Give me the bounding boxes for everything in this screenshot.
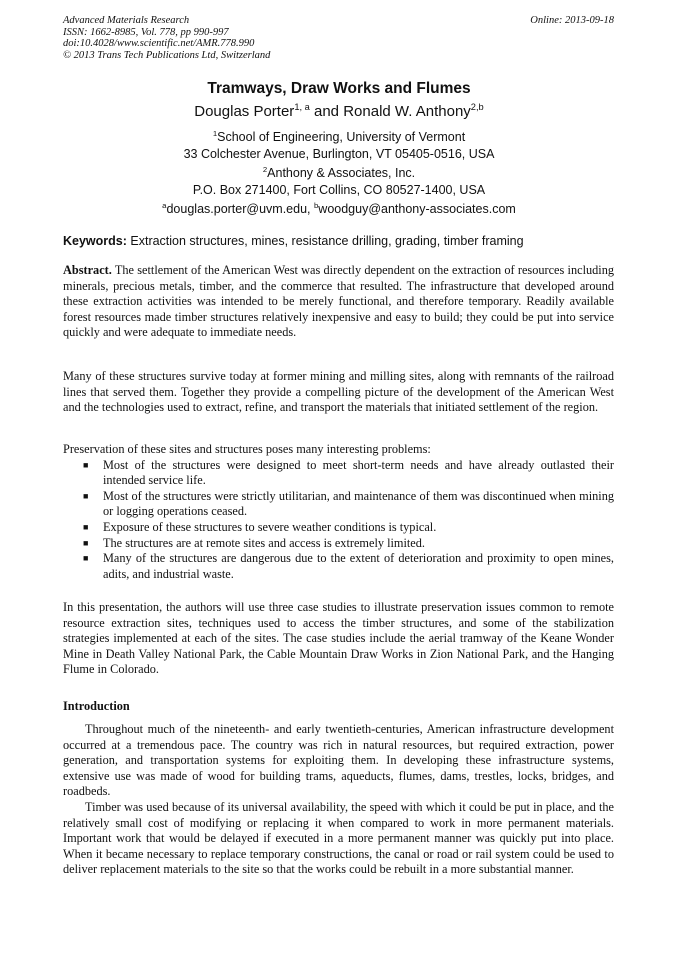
abstract-paragraph-2: Many of these structures survive today at former mining and milling sites, along with remnants of the railroad lines that served them. Together they provide a compelling picture of the development of the American West and the technologies used to extract, refine, and transport the materials that initiated settlement of the region. <box>63 369 614 415</box>
email-a: douglas.porter@uvm.edu, <box>166 202 314 216</box>
author-line <box>0 103 678 120</box>
paper-title: Tramways, Draw Works and Flumes <box>207 80 471 97</box>
email-a-sup: a <box>162 200 167 210</box>
email-line <box>0 202 678 216</box>
journal-name: Advanced Materials Research <box>63 15 190 26</box>
copyright-line: © 2013 Trans Tech Publications Ltd, Switzerland <box>63 49 271 61</box>
author-2: Ronald W. Anthony <box>343 103 471 120</box>
affiliation-1-line-2: 33 Colchester Avenue, Burlington, VT 05405-0516, USA <box>183 147 495 161</box>
affiliation-1-sup: 1 <box>212 128 218 138</box>
email-b: woodguy@anthony-associates.com <box>318 202 516 216</box>
keywords-label: Keywords: <box>63 234 127 248</box>
affiliation-1-line-1 <box>0 130 678 144</box>
introduction-paragraph-1: Throughout much of the nineteenth- and early twentieth-centuries, American infrastructure development occurred at a tremendous pace. The country was rich in natural resources, but required extraction, power generation, and transportation systems for exploiting them. In developing these infrastructure systems, extensive use was made of wood for building trams, aqueducts, flumes, dams, trestles, locks, bridges, and roadbeds. <box>63 722 614 799</box>
email-b-sup: b <box>313 200 319 210</box>
online-date: Online: 2013-09-18 <box>530 15 614 26</box>
affiliation-2-name: Anthony & Associates, Inc. <box>267 166 416 180</box>
affiliation-2-line-2: P.O. Box 271400, Fort Collins, CO 80527-1400, USA <box>192 183 486 197</box>
bullet-icon: ■ <box>83 537 89 548</box>
abstract-label: Abstract. <box>63 263 112 277</box>
affiliation-1-name: School of Engineering, University of Vermont <box>217 130 466 144</box>
keywords-text: Extraction structures, mines, resistance drilling, grading, timber framing <box>126 234 524 248</box>
introduction-heading: Introduction <box>63 699 130 713</box>
issn-line: ISSN: 1662-8985, Vol. 778, pp 990-997 <box>63 26 229 38</box>
abstract-text: The settlement of the American West was directly dependent on the extraction of resources including minerals, precious metals, timber, and the commerce that resulted. The infrastructure that developed around these extraction activities was intended to be merely functional, and therefore temporary. Readily available forest resources made timber structures relatively inexpensive and easy to build; they could be put into service quickly and were adequate to immediate needs. <box>63 263 614 340</box>
list-item-text: Most of the structures were designed to meet short-term needs and have already outlasted their intended service life. <box>103 457 614 488</box>
bullet-icon: ■ <box>83 490 89 501</box>
abstract-paragraph-4: In this presentation, the authors will use three case studies to illustrate preservation issues common to remote resource extraction sites, techniques used to access the timber structures, and some of the stabilization strategies implemented at each of the sites. The case studies include the aerial tramway of the Keane Wonder Mine in Death Valley National Park, the Cable Mountain Draw Works in Zion National Park, and the Hanging Flume in Colorado. <box>63 600 614 677</box>
problems-intro: Preservation of these sites and structures poses many interesting problems: <box>63 442 431 456</box>
affiliation-2-sup: 2 <box>262 164 268 174</box>
list-item <box>63 520 614 536</box>
author-2-sup: 2,b <box>470 102 484 112</box>
journal-header <box>63 15 270 61</box>
list-item <box>63 536 614 552</box>
bullet-icon: ■ <box>83 553 89 564</box>
author-1: Douglas Porter <box>194 103 295 120</box>
author-1-sup: 1, a <box>294 102 310 112</box>
list-item <box>63 489 614 520</box>
bullet-icon: ■ <box>83 459 89 470</box>
doi-line: doi:10.4028/www.scientific.net/AMR.778.990 <box>63 38 255 49</box>
list-item-text: Many of the structures are dangerous due to the extent of deterioration and proximity to open mines, adits, and industrial waste. <box>103 551 614 581</box>
affiliation-2-line-1 <box>0 166 678 180</box>
list-item <box>63 551 614 582</box>
abstract-paragraph-3 <box>63 442 614 582</box>
list-item-text: Exposure of these structures to severe weather conditions is typical. <box>103 519 437 534</box>
introduction-paragraph-2: Timber was used because of its universal availability, the speed with which it could be put in place, and the relatively small cost of modifying or replacing it when compared to work in more permanent materials. Important work that would be delayed if executed in a more permanent manner was quickly put into place. When it became necessary to replace temporary constructions, the canal or road or rail system could be used to deliver replacement materials to the site so that the works could be rebuilt in a more substantial manner. <box>63 800 614 877</box>
abstract-paragraph <box>63 263 614 341</box>
keywords <box>63 234 524 248</box>
author-and: and <box>309 103 344 120</box>
bullet-icon: ■ <box>83 521 89 532</box>
list-item <box>63 458 614 489</box>
list-item-text: The structures are at remote sites and access is extremely limited. <box>103 535 425 550</box>
problems-list <box>63 458 614 583</box>
list-item-text: Most of the structures were strictly utilitarian, and maintenance of them was discontinued when mining or logging operations ceased. <box>103 488 614 519</box>
